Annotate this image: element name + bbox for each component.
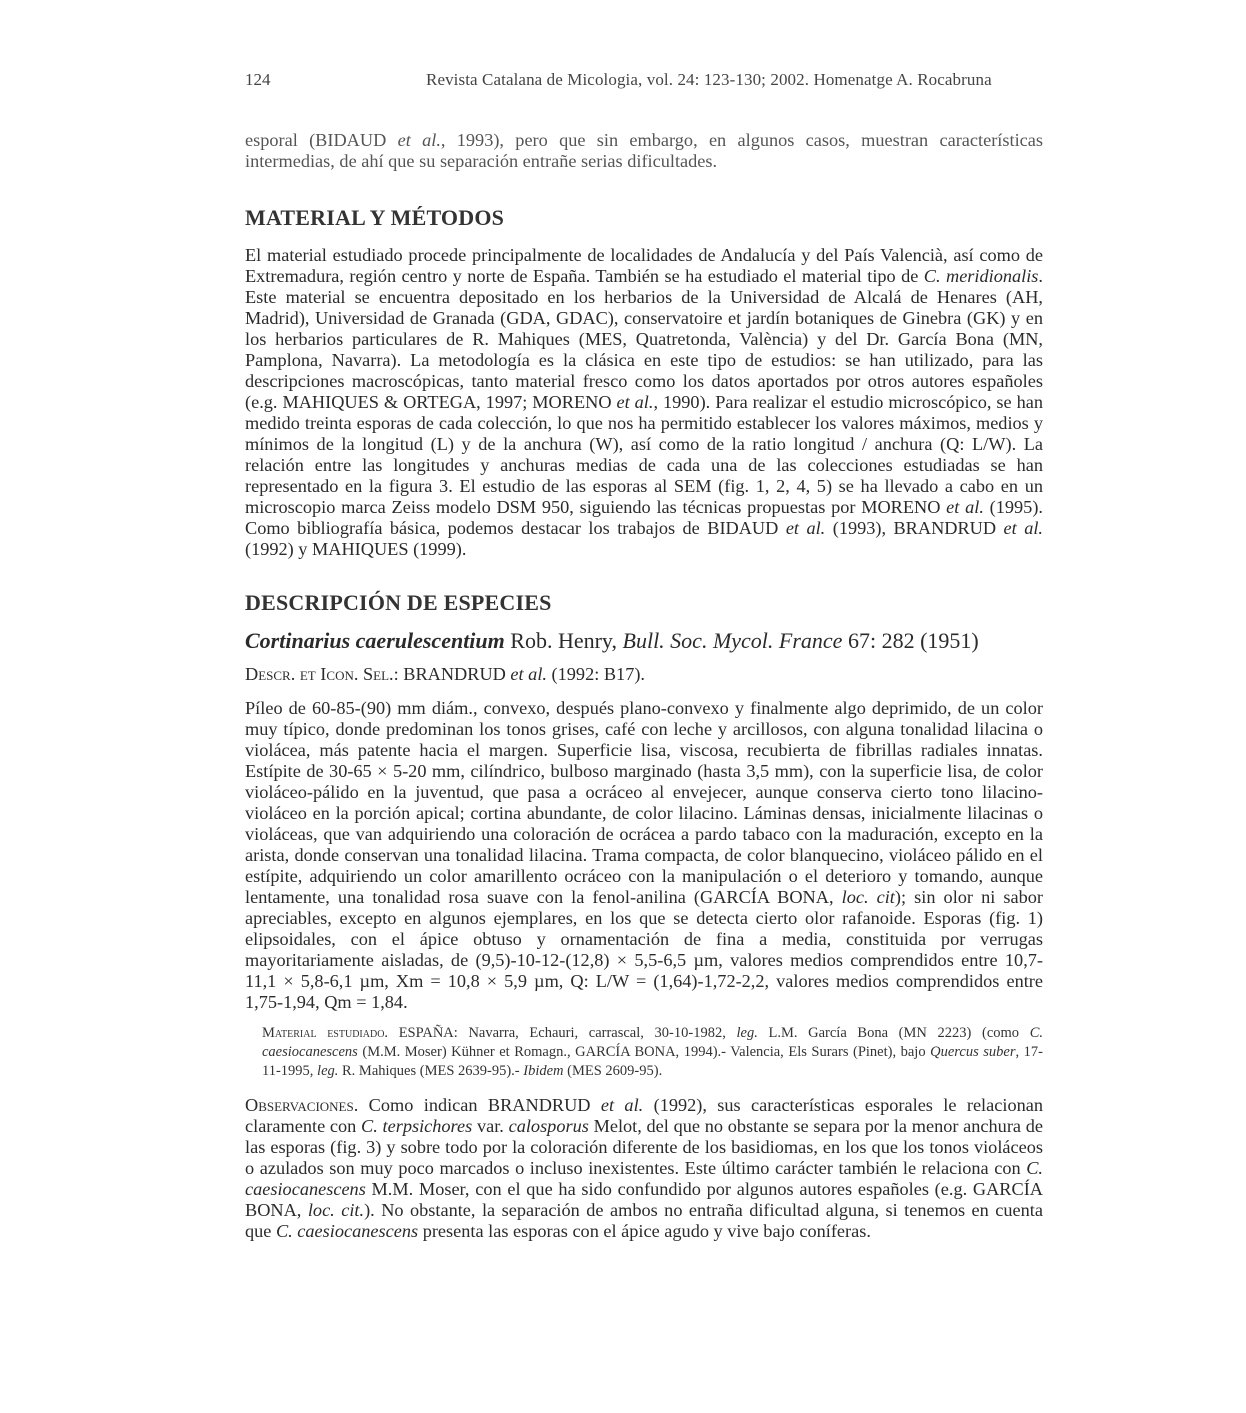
intro-paragraph: esporal (BIDAUD et al., 1993), pero que sin embargo, en algunos casos, muestran características intermedias, de ahí que su separación entrañe serias dificultades.: [245, 130, 1043, 171]
material-studied: Material estudiado. ESPAÑA: Navarra, Echauri, carrascal, 30-10-1982, leg. L.M. García Bona (MN 2223) (como C. caesiocanescens (M.M. Moser) Kühner et Romagn., GARCÍA BONA, 1994).- Valencia, Els Surars (Pinet), bajo Quercus suber, 17-11-1995, leg. R. Mahiques (MES 2639-95).- Ibidem (MES 2609-95).: [262, 1025, 1043, 1079]
material-paragraph: El material estudiado procede principalmente de localidades de Andalucía y del País Valencià, así como de Extremadura, región centro y norte de España. También se ha estudiado el material tipo de C. meridionalis. Este material se encuentra depositado en los herbarios de la Universidad de Alcalá de Henares (AH, Madrid), Universidad de Granada (GDA, GDAC), conservatoire et jardín botaniques de Ginebra (GK) y en los herbarios particulares de R. Mahiques (MES, Quatretonda, València) y del Dr. García Bona (MN, Pamplona, Navarra). La metodología es la clásica en este tipo de estudios: se han utilizado, para las descripciones macroscópicas, tanto material fresco como los datos aportados por otros autores españoles (e.g. MAHIQUES & ORTEGA, 1997; MORENO et al., 1990). Para realizar el estudio microscópico, se han medido treinta esporas de cada colección, lo que nos ha permitido establecer los valores máximos, medios y mínimos de la longitud (L) y de la anchura (W), así como de la ratio longitud / anchura (Q: L/W). La relación entre las longitudes y anchuras medias de cada una de las colecciones estudiadas se han representado en la figura 3. El estudio de las esporas al SEM (fig. 1, 2, 4, 5) se ha llevado a cabo en un microscopio marca Zeiss modelo DSM 950, siguiendo las técnicas propuestas por MORENO et al. (1995). Como bibliografía básica, podemos destacar los trabajos de BIDAUD et al. (1993), BRANDRUD et al. (1992) y MAHIQUES (1999).: [245, 245, 1043, 559]
page-number: 124: [245, 70, 271, 89]
article-body: [245, 130, 1043, 1242]
section-heading-material: MATERIAL Y MÉTODOS: [245, 205, 505, 230]
species-name: Cortinarius caerulescentium: [245, 628, 505, 653]
observations-paragraph: Observaciones. Como indican BRANDRUD et al. (1992), sus características esporales le relacionan claramente con C. terpsichores var. calosporus Melot, del que no obstante se separa por la menor anchura de las esporas (fig. 3) y sobre todo por la coloración diferente de los basidiomas, en los que los tonos violáceos o azulados son muy poco marcados o incluso inexistentes. Este último carácter también le relaciona con C. caesiocanescens M.M. Moser, con el que ha sido confundido por algunos autores españoles (e.g. GARCÍA BONA, loc. cit.). No obstante, la separación de ambos no entraña dificultad alguna, si tenemos en cuenta que C. caesiocanescens presenta las esporas con el ápice agudo y vive bajo coníferas.: [245, 1095, 1043, 1241]
descr-icon-ref: Descr. et Icon. Sel.: BRANDRUD et al. (1992: B17).: [245, 664, 645, 684]
running-title: Revista Catalana de Micologia, vol. 24: 123-130; 2002. Homenatge A. Rocabruna: [426, 70, 992, 89]
running-header: [245, 70, 1010, 96]
section-heading-species: DESCRIPCIÓN DE ESPECIES: [245, 590, 552, 615]
species-description: Píleo de 60-85-(90) mm diám., convexo, después plano-convexo y finalmente algo deprimido, de un color muy típico, donde predominan los tonos grises, café con leche y arcillosos, con alguna tonalidad lilacina o violácea, más patente hacia el margen. Superficie lisa, viscosa, recubierta de fibrillas radiales innatas. Estípite de 30-65 × 5-20 mm, cilíndrico, bulboso marginado (hasta 3,5 mm), con la superficie lisa, de color violáceo-pálido en la juventud, que pasa a ocráceo al envejecer, aunque conserva cierto tono lilacino-violáceo en la porción apical; cortina abundante, de color lilacino. Láminas densas, inicialmente lilacinas o violáceas, que van adquiriendo una coloración de ocrácea a pardo tabaco con la maduración, excepto en la arista, donde conservan una tonalidad lilacina. Trama compacta, de color blanquecino, violáceo pálido en el estípite, adquiriendo un color amarillento ocráceo con la manipulación o el deterioro y tomando, aunque lentamente, una tonalidad rosa suave con la fenol-anilina (GARCÍA BONA, loc. cit); sin olor ni sabor apreciables, excepto en algunos ejemplares, en los que se detecta cierto olor rafanoide. Esporas (fig. 1) elipsoidales, con el ápice obtuso y ornamentación de fina a media, constituida por verrugas mayoritariamente aisladas, de (9,5)-10-12-(12,8) × 5,5-6,5 µm, valores medios comprendidos entre 10,7-11,1 × 5,8-6,1 µm, Xm = 10,8 × 5,9 µm, Q: L/W = (1,64)-1,72-2,2, valores medios comprendidos entre 1,75-1,94, Qm = 1,84.: [245, 698, 1043, 1012]
species-title: Cortinarius caerulescentium Rob. Henry, Bull. Soc. Mycol. France 67: 282 (1951): [245, 628, 979, 653]
